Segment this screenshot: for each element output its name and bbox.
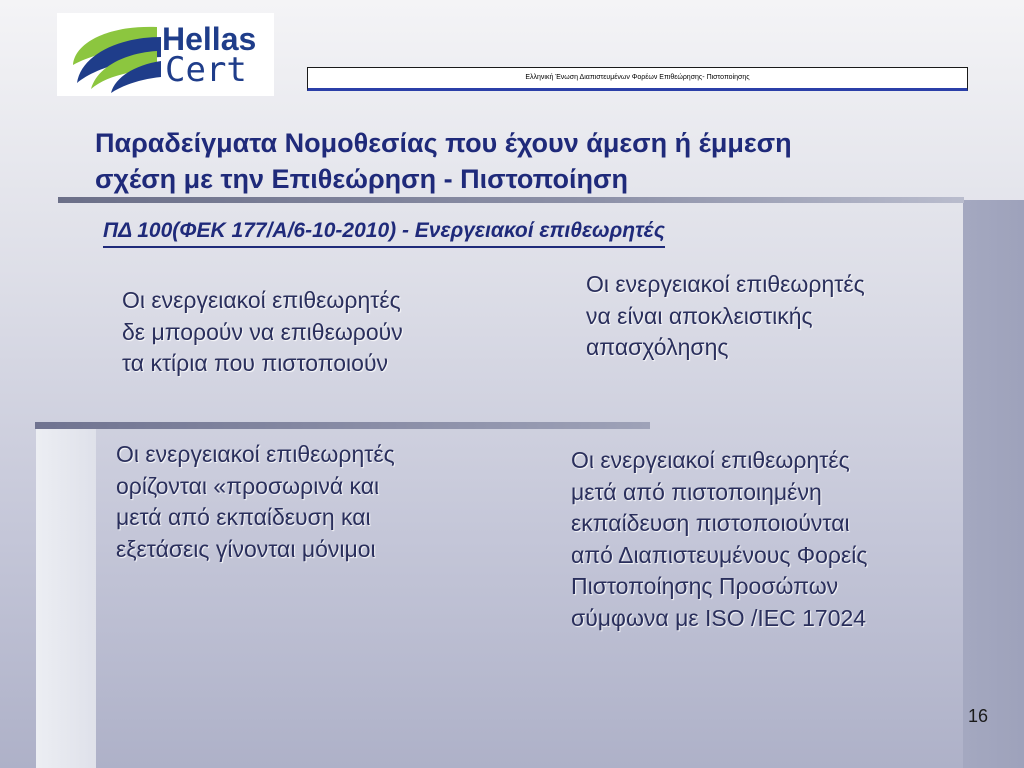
text-line: απασχόλησης — [586, 334, 729, 360]
slide-title-line-1: Παραδείγματα Νομοθεσίας που έχουν άμεση ή έμμεση — [95, 128, 792, 158]
title-divider — [58, 197, 964, 203]
text-line: μετά από εκπαίδευση και — [116, 504, 371, 530]
logo-text-cert: Cert — [165, 50, 247, 90]
text-line: Οι ενεργειακοί επιθεωρητές — [571, 447, 850, 473]
logo-text-hellas: Hellas — [162, 21, 257, 57]
right-vertical-bar — [963, 200, 1024, 768]
page-number: 16 — [967, 706, 988, 726]
text-line: μετά από πιστοποιημένη — [571, 478, 822, 505]
slide-title — [95, 125, 975, 197]
text-block-top-right — [586, 269, 966, 364]
text-block-bottom-left — [116, 439, 496, 565]
text-line: Οι ενεργειακοί επιθεωρητές — [116, 441, 395, 467]
text-line: Οι ενεργειακοί επιθεωρητές — [586, 271, 865, 297]
text-line: Οι ενεργειακοί επιθεωρητές — [122, 287, 401, 313]
text-line: από Διαπιστευμένους Φορείς — [571, 541, 868, 568]
text-line: να είναι αποκλειστικής — [586, 302, 813, 329]
hellas-cert-logo — [57, 13, 274, 96]
text-line: δε μπορούν να επιθεωρούν — [122, 318, 403, 345]
slide-subtitle: ΠΔ 100(ΦΕΚ 177/Α/6-10-2010) - Ενεργειακοί επιθεωρητές — [103, 217, 665, 248]
text-line: εξετάσεις γίνονται μόνιμοι — [116, 535, 376, 562]
header-banner: Ελληνική Ένωση Διαπιστευμένων Φορέων Επιθεώρησης- Πιστοποίησης — [307, 67, 968, 91]
text-line: σύμφωνα με ISO /IEC 17024 — [571, 604, 867, 631]
text-line: τα κτίρια που πιστοποιούν — [122, 350, 389, 376]
text-block-bottom-right — [571, 445, 971, 634]
text-line: εκπαίδευση πιστοποιούνται — [571, 510, 850, 536]
left-vertical-bar — [36, 428, 96, 768]
slide-title-line-2: σχέση με την Επιθεώρηση - Πιστοποίηση — [95, 164, 628, 194]
text-block-top-left — [122, 285, 502, 380]
text-line: Πιστοποίησης Προσώπων — [571, 573, 839, 599]
text-line: ορίζονται «προσωρινά και — [116, 472, 380, 499]
middle-divider — [35, 422, 650, 429]
